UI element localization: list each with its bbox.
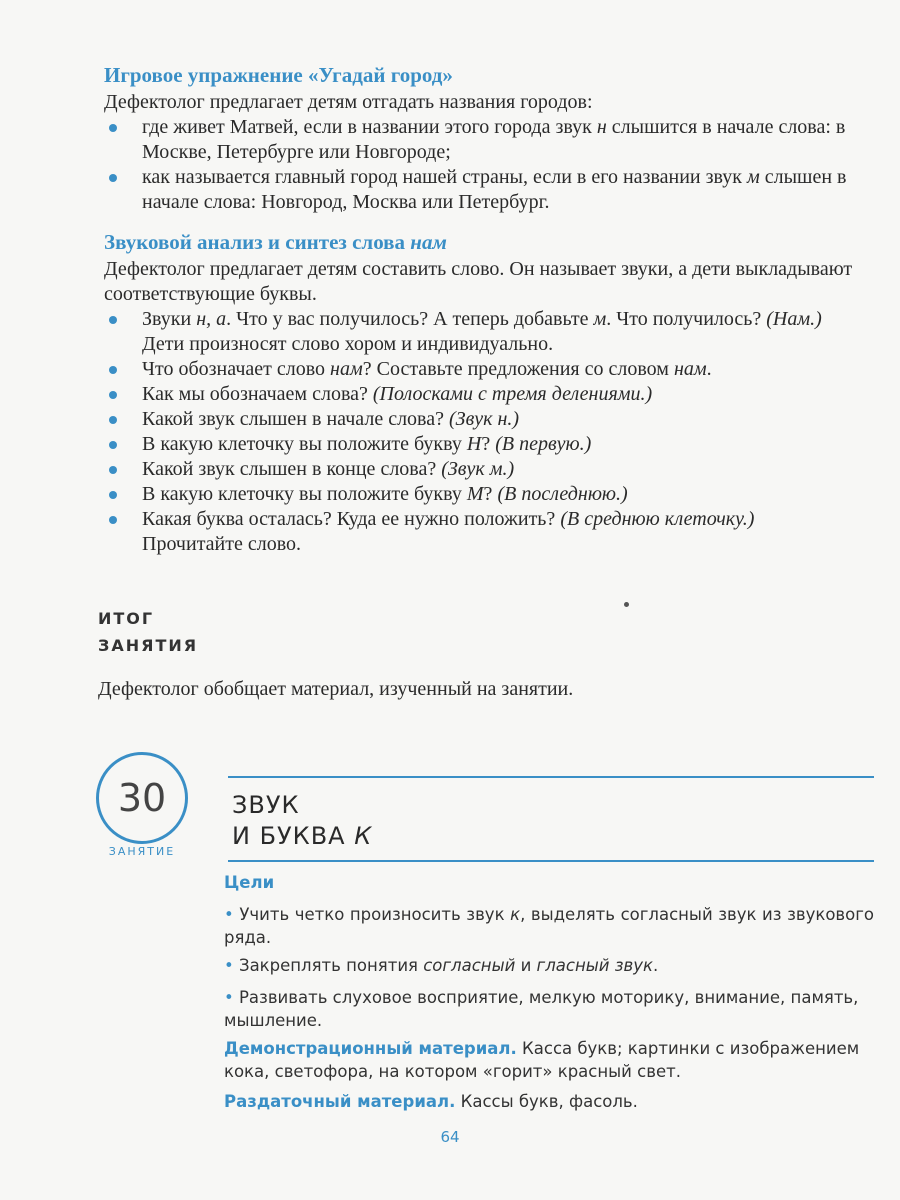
list-item: Какой звук слышен в конце слова? (Звук м.) (104, 457, 894, 482)
bullet-icon (109, 174, 117, 182)
bullet-icon (109, 366, 117, 374)
goals-label: Цели (224, 873, 275, 892)
analysis-steps-list (104, 307, 894, 557)
lesson-number-badge (96, 752, 188, 844)
bullet-icon (109, 441, 117, 449)
section-intro: Дефектолог предлагает детям составить слово. Он называет звуки, а дети выкладывают соответствующие буквы. (104, 258, 853, 305)
handout-material: Раздаточный материал. Кассы букв, фасоль. (224, 1092, 638, 1111)
section-heading-guess-city: Игровое упражнение «Угадай город» (104, 63, 453, 87)
list-item: В какую клеточку вы положите букву Н? (В первую.) (104, 432, 894, 457)
bullet-icon (109, 416, 117, 424)
list-item: где живет Матвей, если в названии этого города звук н слышится в начале слова: в Москве, Петербурге или Новгороде; (104, 115, 894, 165)
lesson-title: ЗВУК И БУКВА К (232, 791, 373, 850)
list-item: Как мы обозначаем слова? (Полосками с тремя делениями.) (104, 382, 894, 407)
city-questions-list (104, 115, 894, 215)
lesson-number-caption: ЗАНЯТИЕ (108, 845, 176, 858)
bullet-icon (109, 391, 117, 399)
section-heading-sound-analysis: Звуковой анализ и синтез слова нам (104, 230, 447, 254)
page-number: 64 (440, 1128, 460, 1146)
bullet-icon (109, 466, 117, 474)
goal-item: • Учить четко произносить звук к, выделять согласный звук из звукового ряда. (224, 905, 875, 947)
bullet-icon (109, 516, 117, 524)
goal-item: • Развивать слуховое восприятие, мелкую моторику, внимание, память, мышление. (224, 988, 859, 1030)
list-item: как называется главный город нашей страны, если в его названии звук м слышен в начале слова: Новгород, Москва или Петербург. (104, 165, 894, 215)
list-item: Какая буква осталась? Куда ее нужно положить? (В среднюю клеточку.) Прочитайте слово. (104, 507, 894, 557)
goal-item: • Закреплять понятия согласный и гласный звук. (224, 956, 659, 975)
bullet-icon (109, 316, 117, 324)
section-intro: Дефектолог предлагает детям отгадать названия городов: (104, 91, 593, 113)
list-item: Звуки н, а. Что у вас получилось? А теперь добавьте м. Что получилось? (Нам.) Дети произносят слово хором и индивидуально. (104, 307, 894, 357)
summary-text: Дефектолог обобщает материал, изученный на занятии. (98, 678, 574, 700)
summary-label: ИТОГ ЗАНЯТИЯ (98, 609, 199, 655)
bullet-icon (109, 124, 117, 132)
title-rule-bottom (228, 860, 874, 862)
title-rule-top (228, 776, 874, 778)
list-item: Что обозначает слово нам? Составьте предложения со словом нам. (104, 357, 894, 382)
bullet-icon (109, 491, 117, 499)
demo-material: Демонстрационный материал. Касса букв; картинки с изображением кока, светофора, на котором «горит» красный свет. (224, 1039, 860, 1081)
print-speck (624, 602, 629, 607)
list-item: Какой звук слышен в начале слова? (Звук н.) (104, 407, 894, 432)
lesson-number: 30 (117, 776, 167, 820)
list-item: В какую клеточку вы положите букву М? (В последнюю.) (104, 482, 894, 507)
